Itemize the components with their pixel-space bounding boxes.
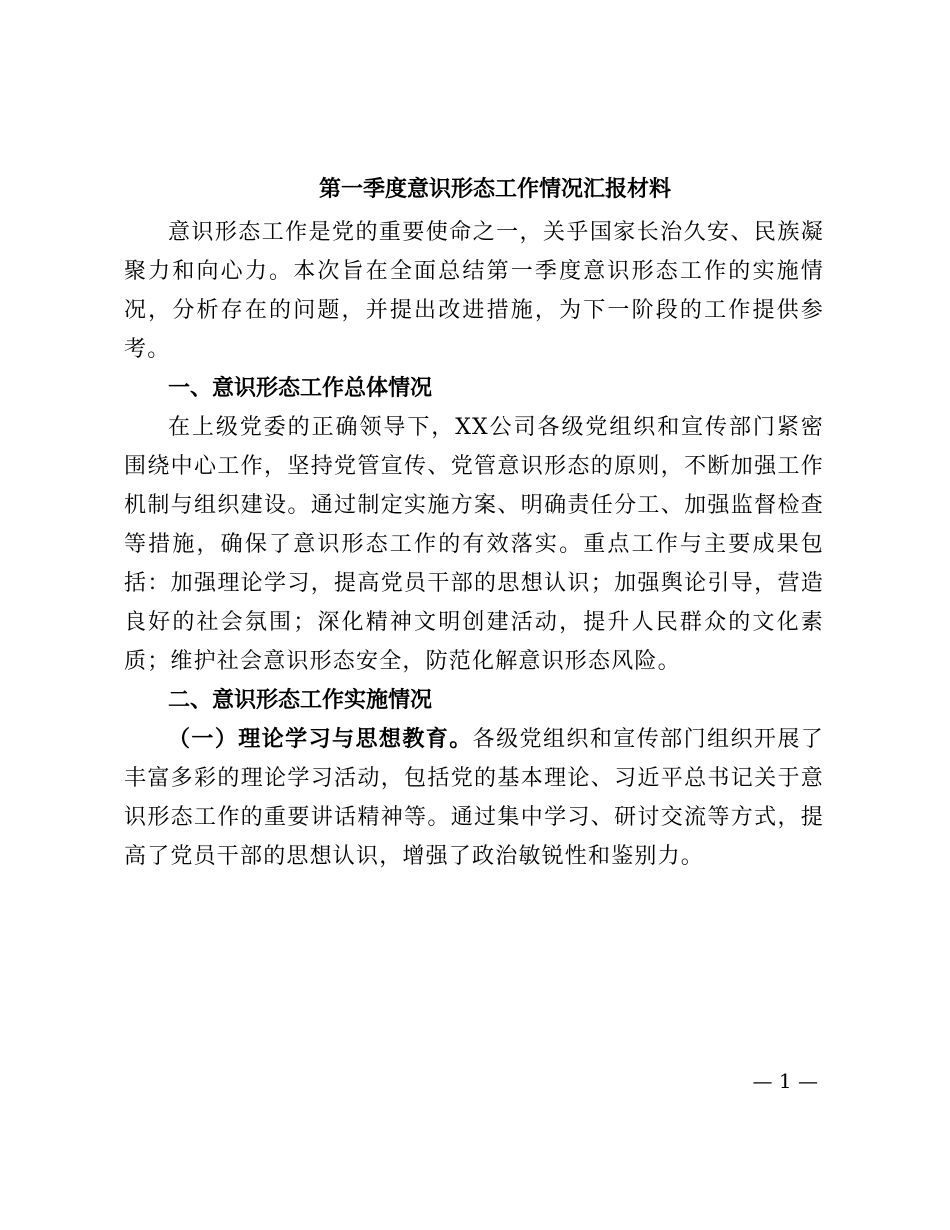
section-1-paragraph: 在上级党委的正确领导下，XX公司各级党组织和宣传部门紧密围绕中心工作，坚持党管宣传、党管意识形态的原则，不断加强工作机制与组织建设。通过制定实施方案、明确责任分工、加强监督检查等措施，确保了意识形态工作的有效落实。重点工作与主要成果包括：加强理论学习，提高党员干部的思想认识；加强舆论引导，营造良好的社会氛围；深化精神文明创建活动，提升人民群众的文化素质；维护社会意识形态安全，防范化解意识形态风险。 bbox=[124, 415, 824, 674]
section-1-heading: 一、意识形态工作总体情况 bbox=[168, 376, 433, 401]
section-2-1-lead: （一）理论学习与思想教育。 bbox=[168, 726, 473, 752]
document-title: 第一季度意识形态工作情况汇报材料 bbox=[318, 176, 671, 202]
section-2-heading: 二、意识形态工作实施情况 bbox=[168, 688, 433, 713]
intro-paragraph: 意识形态工作是党的重要使命之一，关乎国家长治久安、民族凝聚力和向心力。本次旨在全面总结第一季度意识形态工作的实施情况，分析存在的问题，并提出改进措施，为下一阶段的工作提供参考。 bbox=[124, 220, 824, 362]
section-2-1-paragraph bbox=[124, 720, 824, 876]
document-body bbox=[124, 213, 824, 876]
section-2-1-body: 各级党组织和宣传部门组织开展了丰富多彩的理论学习活动，包括党的基本理论、习近平总书记关于意识形态工作的重要讲话精神等。通过集中学习、研讨交流等方式，提高了党员干部的思想认识，增强了政治敏锐性和鉴别力。 bbox=[124, 727, 824, 869]
page-number: — 1 — bbox=[752, 1069, 818, 1093]
